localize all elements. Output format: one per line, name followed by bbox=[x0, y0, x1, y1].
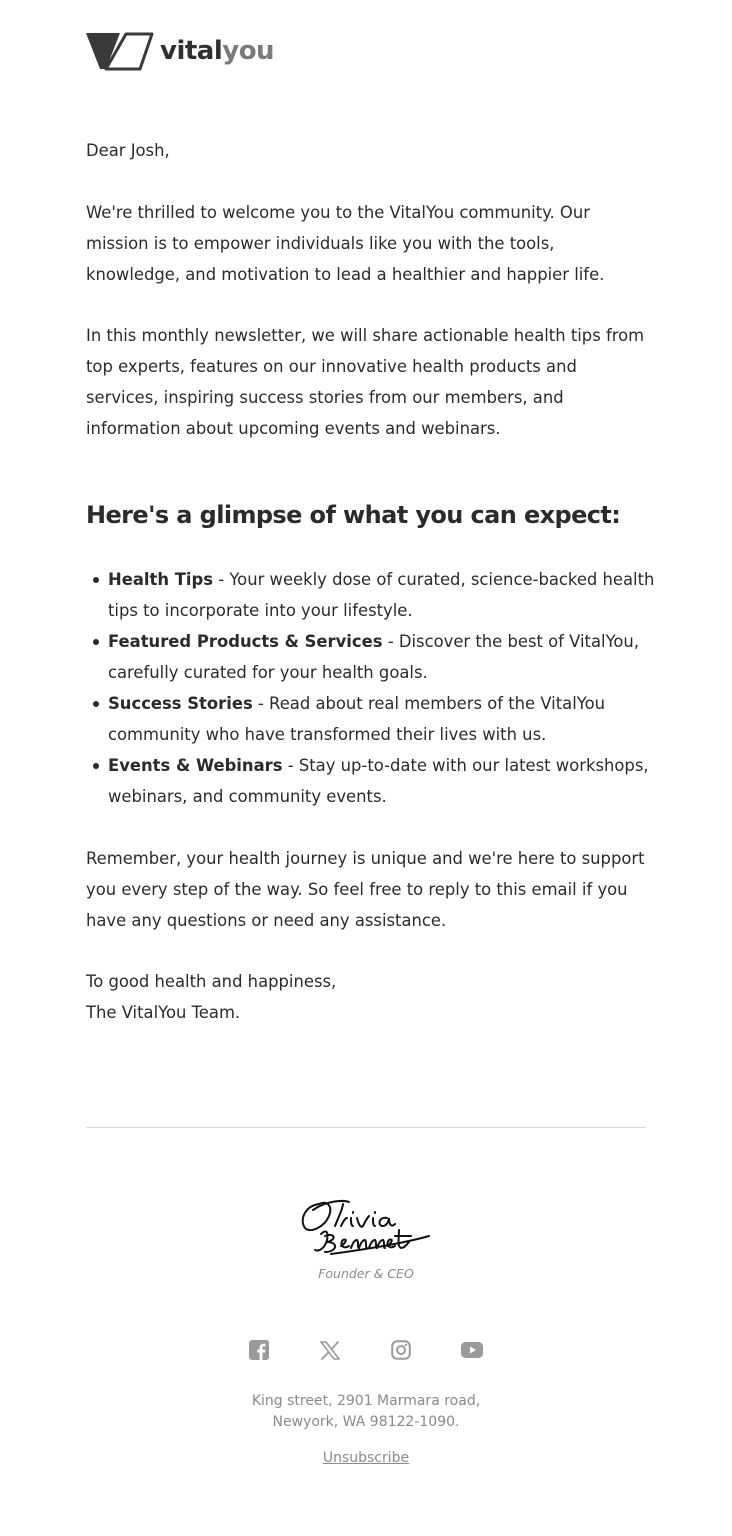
newsletter-paragraph: In this monthly newsletter, we will share actionable health tips from top experts, features on our innovative health products and services, inspiring success stories from our members, and information about upcoming events and webinars. bbox=[86, 326, 645, 438]
instagram-icon[interactable] bbox=[390, 1339, 412, 1361]
list-item-text: - Read about real members of the VitalYou community who have transformed their lives with us. bbox=[108, 694, 606, 744]
x-icon[interactable] bbox=[319, 1339, 341, 1361]
list-item-text: - Your weekly dose of curated, science-backed health tips to incorporate into your lifestyle. bbox=[108, 570, 655, 620]
signoff bbox=[86, 966, 646, 1028]
logo-wordmark bbox=[160, 30, 274, 72]
unsubscribe-link[interactable]: Unsubscribe bbox=[322, 1450, 410, 1466]
brand-logo[interactable] bbox=[86, 30, 274, 72]
signature-image bbox=[291, 1190, 441, 1260]
logo-text-primary: vital bbox=[160, 36, 223, 66]
logo-mark-icon bbox=[86, 31, 156, 71]
unsubscribe-row bbox=[0, 1448, 732, 1469]
team-name: The VitalYou Team. bbox=[86, 1003, 241, 1022]
logo-text-secondary: you bbox=[222, 36, 275, 66]
feature-list bbox=[86, 564, 668, 812]
list-item-title: Featured Products & Services bbox=[108, 632, 383, 651]
youtube-icon[interactable] bbox=[461, 1339, 483, 1361]
closing-paragraph: Remember, your health journey is unique and we're here to support you every step of the way. So feel free to reply to this email if you have any questions or need any assistance. bbox=[86, 849, 645, 930]
list-item bbox=[108, 750, 668, 812]
list-item bbox=[108, 564, 668, 626]
facebook-icon[interactable] bbox=[248, 1339, 270, 1361]
list-item-title: Health Tips bbox=[108, 570, 214, 589]
footer-divider bbox=[86, 1127, 646, 1128]
list-item-title: Events & Webinars bbox=[108, 756, 283, 775]
signoff-line: To good health and happiness, bbox=[86, 972, 337, 991]
address-line-1: King street, 2901 Marmara road, bbox=[251, 1393, 481, 1409]
list-item bbox=[108, 626, 668, 688]
list-item-text: - Discover the best of VitalYou, carefully curated for your health goals. bbox=[108, 632, 640, 682]
section-heading: Here's a glimpse of what you can expect: bbox=[86, 501, 621, 529]
list-item bbox=[108, 688, 668, 750]
list-item-title: Success Stories bbox=[108, 694, 253, 713]
list-item-text: - Stay up-to-date with our latest workshops, webinars, and community events. bbox=[108, 756, 649, 806]
address-line-2: Newyork, WA 98122-1090. bbox=[272, 1414, 460, 1430]
signature-role: Founder & CEO bbox=[318, 1266, 414, 1281]
greeting: Dear Josh, bbox=[86, 141, 170, 160]
intro-paragraph: We're thrilled to welcome you to the VitalYou community. Our mission is to empower individuals like you with the tools, knowledge, and motivation to lead a healthier and happier life. bbox=[86, 203, 605, 284]
social-links bbox=[0, 1339, 732, 1363]
